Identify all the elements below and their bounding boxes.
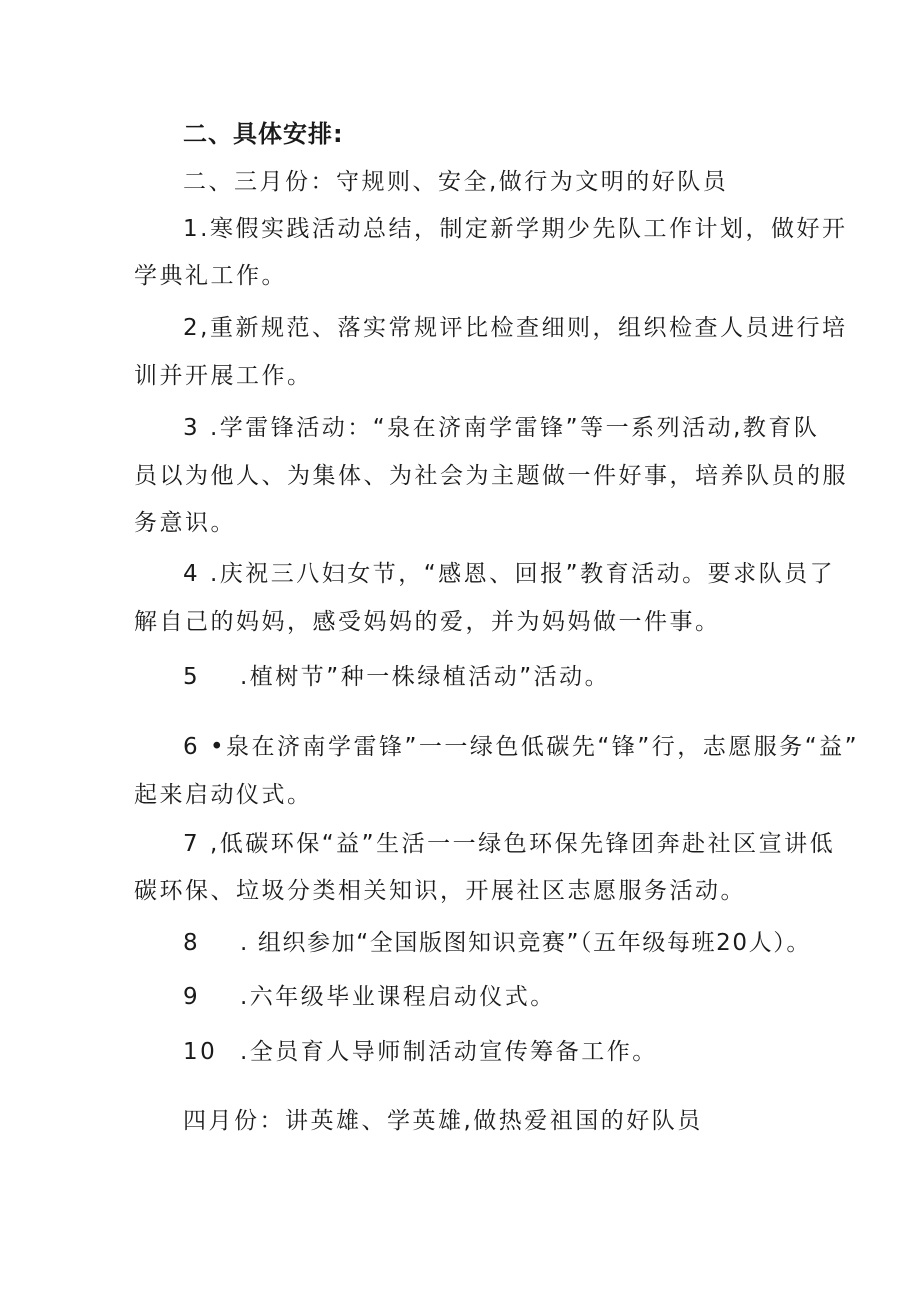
item-9-number: 9 xyxy=(183,984,201,1010)
item-1-line-1: 1.寒假实践活动总结，制定新学期少先队工作计划，做好开 xyxy=(183,216,848,242)
section-heading: 二、具体安排: xyxy=(183,120,344,148)
item-3-line-1: 3 .学雷锋活动：“泉在济南学雷锋”等一系列活动,教育队 xyxy=(183,415,820,441)
item-10-text: .全员育人导师制活动宣传筹备工作。 xyxy=(240,1039,658,1065)
item-6-line-2: 起来启动仪式。 xyxy=(134,782,313,808)
item-8-number: 8 xyxy=(183,930,201,956)
item-4-line-2: 解自己的妈妈，感受妈妈的爱，并为妈妈做一件事。 xyxy=(134,609,721,635)
item-9-text: .六年级毕业课程启动仪式。 xyxy=(240,984,556,1010)
march-title: 二、三月份：守规则、安全,做行为文明的好队员 xyxy=(183,169,729,195)
item-4-line-1: 4 .庆祝三八妇女节，“感恩、回报”教育活动。要求队员了 xyxy=(183,561,836,587)
item-3-line-2: 员以为他人、为集体、为社会为主题做一件好事，培养队员的服 xyxy=(134,463,848,489)
item-6-line-1: 6 •泉在济南学雷锋”一一绿色低碳先“锋”行，志愿服务“益” xyxy=(183,734,860,760)
april-title: 四月份：讲英雄、学英雄,做热爱祖国的好队员 xyxy=(183,1108,703,1134)
item-2-line-2: 训并开展工作。 xyxy=(134,363,313,389)
item-3-line-3: 务意识。 xyxy=(134,510,236,536)
item-5-number: 5 xyxy=(183,664,201,690)
item-2-line-1: 2,重新规范、落实常规评比检查细则，组织检查人员进行培 xyxy=(183,315,848,341)
item-5-text: .植树节”种一株绿植活动”活动。 xyxy=(240,664,611,690)
item-8-text: . 组织参加“全国版图知识竞赛”（五年级每班20人）。 xyxy=(240,930,811,956)
item-7-line-2: 碳环保、垃圾分类相关知识，开展社区志愿服务活动。 xyxy=(134,878,746,904)
item-7-line-1: 7 ,低碳环保“益”生活一一绿色环保先锋团奔赴社区宣讲低 xyxy=(183,831,836,857)
item-1-line-2: 学典礼工作。 xyxy=(134,263,287,289)
item-10-number: 10 xyxy=(183,1039,218,1065)
